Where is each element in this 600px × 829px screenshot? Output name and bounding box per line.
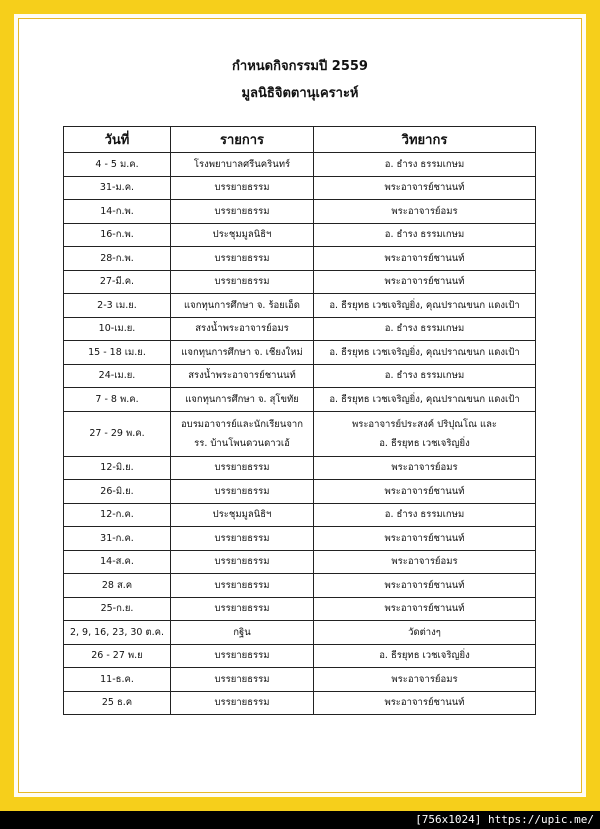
table-row [64,388,536,412]
header-date: วันที่ [64,127,171,153]
cell-speaker: อ. ธำรง ธรรมเกษม [314,153,536,177]
cell-speaker: พระอาจารย์อมร [314,668,536,692]
cell-speaker: อ. ธำรง ธรรมเกษม [314,317,536,341]
cell-activity: โรงพยาบาลศรีนครินทร์ [171,153,314,177]
cell-activity: กฐิน [171,621,314,645]
table-row [64,644,536,668]
table-row [64,364,536,388]
cell-activity: บรรยายธรรม [171,480,314,504]
cell-date: 2, 9, 16, 23, 30 ต.ค. [64,621,171,645]
table-row [64,597,536,621]
table-row [64,527,536,551]
cell-date: 7 - 8 พ.ค. [64,388,171,412]
cell-speaker: อ. ธำรง ธรรมเกษม [314,503,536,527]
cell-speaker: อ. ธีรยุทธ เวชเจริญยิ่ง, คุณปราณขนก แดงเป้า [314,294,536,318]
cell-activity-line: อบรมอาจารย์และนักเรียนจาก [180,418,304,430]
cell-activity: ประชุมมูลนิธิฯ [171,223,314,247]
cell-activity: บรรยายธรรม [171,200,314,224]
table-row [64,176,536,200]
cell-activity: บรรยายธรรม [171,597,314,621]
cell-date: 12-มิ.ย. [64,456,171,480]
table-row [64,200,536,224]
cell-speaker: พระอาจารย์ชานนท์ [314,597,536,621]
cell-date: 14-ส.ค. [64,550,171,574]
cell-activity: บรรยายธรรม [171,247,314,271]
cell-speaker: อ. ธำรง ธรรมเกษม [314,364,536,388]
cell-date: 31-ม.ค. [64,176,171,200]
cell-speaker: อ. ธีรยุทธ เวชเจริญยิ่ง [314,644,536,668]
cell-speaker: พระอาจารย์ชานนท์ [314,480,536,504]
cell-speaker: อ. ธีรยุทธ เวชเจริญยิ่ง, คุณปราณขนก แดงเป้า [314,341,536,365]
document-subtitle: มูลนิธิจิตตานุเคราะห์ [241,86,359,101]
table-row [64,411,536,456]
cell-speaker: อ. ธีรยุทธ เวชเจริญยิ่ง, คุณปราณขนก แดงเป้า [314,388,536,412]
cell-activity: แจกทุนการศึกษา จ. เชียงใหม่ [171,341,314,365]
cell-activity: บรรยายธรรม [171,527,314,551]
table-row [64,480,536,504]
cell-speaker: พระอาจารย์อมร [314,456,536,480]
cell-date: 26 - 27 พ.ย [64,644,171,668]
cell-activity-line: รร. บ้านโพนดวนดาวเอ้ [194,437,290,449]
cell-activity: แจกทุนการศึกษา จ. สุโขทัย [171,388,314,412]
cell-speaker: อ. ธำรง ธรรมเกษม [314,223,536,247]
cell-speaker-line: อ. ธีรยุทธ เวชเจริญยิ่ง [379,437,470,449]
cell-activity: บรรยายธรรม [171,176,314,200]
header-speaker: วิทยากร [314,127,536,153]
watermark: [756x1024] https://upic.me/ [0,811,600,829]
cell-date: 28-ก.พ. [64,247,171,271]
table-row [64,317,536,341]
table-row [64,294,536,318]
document-title: กำหนดกิจกรรมปี 2559 [232,59,368,74]
table-row [64,270,536,294]
cell-date: 10-เม.ย. [64,317,171,341]
cell-date: 27-มี.ค. [64,270,171,294]
cell-date: 12-ก.ค. [64,503,171,527]
cell-speaker: พระอาจารย์อมร [314,550,536,574]
cell-date: 31-ก.ค. [64,527,171,551]
cell-activity [171,411,314,456]
table-row [64,153,536,177]
table-row [64,668,536,692]
cell-activity: บรรยายธรรม [171,550,314,574]
cell-speaker: พระอาจารย์ชานนท์ [314,247,536,271]
cell-date: 16-ก.พ. [64,223,171,247]
cell-date: 4 - 5 ม.ค. [64,153,171,177]
table-row [64,574,536,598]
cell-date: 24-เม.ย. [64,364,171,388]
table-row [64,503,536,527]
table-row [64,247,536,271]
cell-activity: บรรยายธรรม [171,644,314,668]
cell-speaker: พระอาจารย์ชานนท์ [314,527,536,551]
table-row [64,223,536,247]
cell-speaker: พระอาจารย์ชานนท์ [314,176,536,200]
header-activity: รายการ [171,127,314,153]
cell-date: 2-3 เม.ย. [64,294,171,318]
cell-speaker: พระอาจารย์ชานนท์ [314,270,536,294]
cell-activity: ประชุมมูลนิธิฯ [171,503,314,527]
cell-activity: บรรยายธรรม [171,270,314,294]
cell-speaker-line: พระอาจารย์ประสงค์ ปริปุณโณ และ [351,418,498,430]
cell-speaker [314,411,536,456]
cell-speaker: พระอาจารย์ชานนท์ [314,691,536,715]
table-row [64,341,536,365]
cell-date: 15 - 18 เม.ย. [64,341,171,365]
cell-speaker: พระอาจารย์ชานนท์ [314,574,536,598]
cell-date: 26-มิ.ย. [64,480,171,504]
cell-activity: แจกทุนการศึกษา จ. ร้อยเอ็ด [171,294,314,318]
cell-activity: บรรยายธรรม [171,668,314,692]
schedule-table [63,126,536,715]
cell-date: 11-ธ.ค. [64,668,171,692]
table-row [64,456,536,480]
table-row [64,691,536,715]
cell-date: 25-ก.ย. [64,597,171,621]
cell-activity: บรรยายธรรม [171,691,314,715]
cell-activity: บรรยายธรรม [171,574,314,598]
cell-date: 28 ส.ค [64,574,171,598]
table-row [64,621,536,645]
cell-speaker: พระอาจารย์อมร [314,200,536,224]
table-header-row [64,127,536,153]
cell-date: 25 ธ.ค [64,691,171,715]
cell-activity: สรงน้ำพระอาจารย์ชานนท์ [171,364,314,388]
cell-date: 14-ก.พ. [64,200,171,224]
table-row [64,550,536,574]
cell-date: 27 - 29 พ.ค. [64,411,171,456]
cell-activity: บรรยายธรรม [171,456,314,480]
cell-activity: สรงน้ำพระอาจารย์อมร [171,317,314,341]
cell-speaker: วัดต่างๆ [314,621,536,645]
